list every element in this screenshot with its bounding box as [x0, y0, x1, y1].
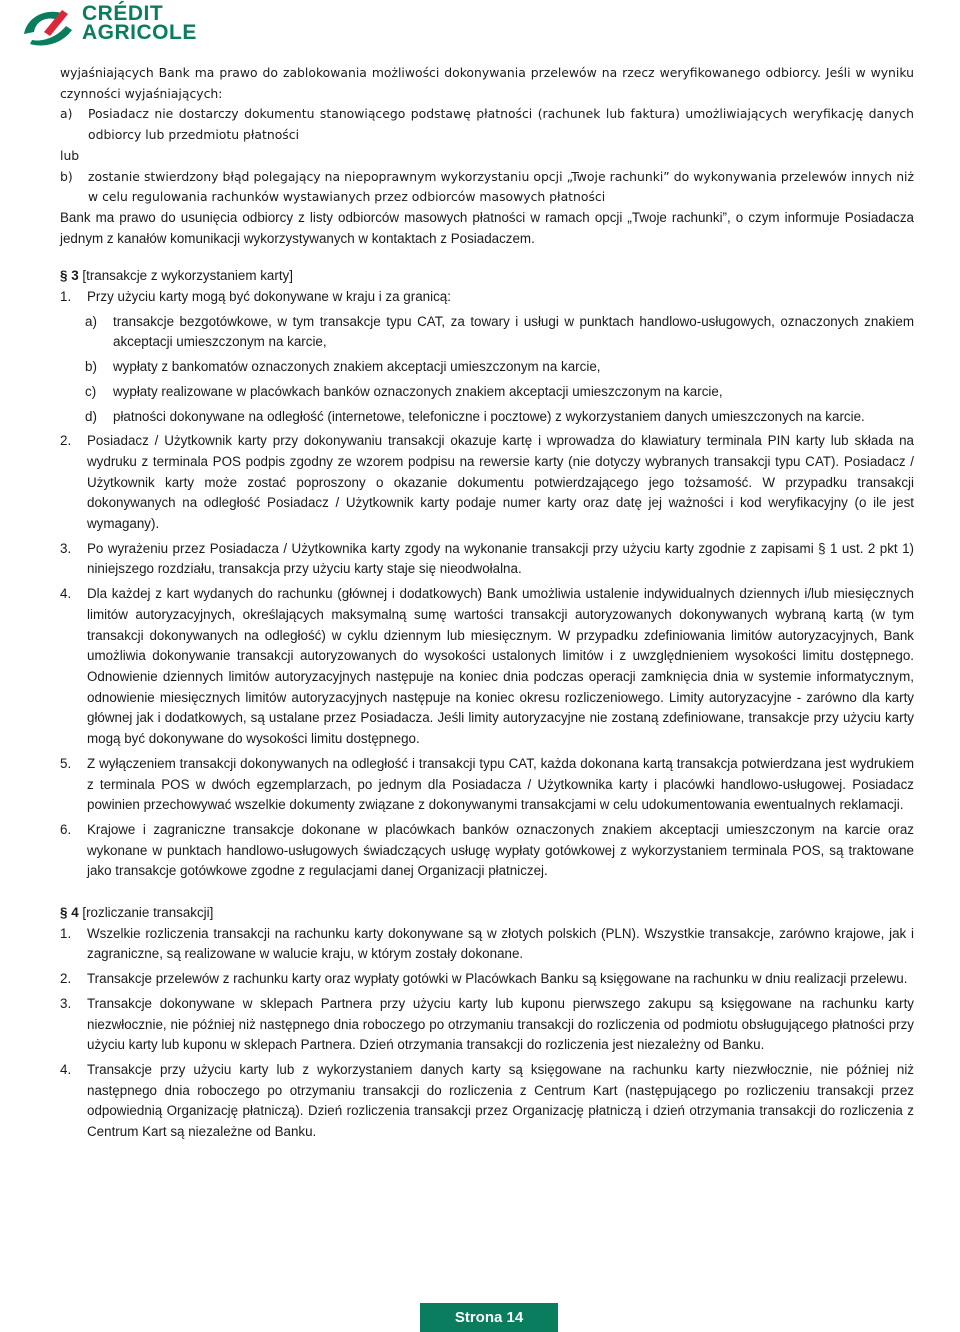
section-title: [transakcje z wykorzystaniem karty]	[82, 268, 293, 284]
bank-logo	[18, 4, 197, 48]
subitem-text: wypłaty realizowane w placówkach banków oznaczonych znakiem akceptacji umieszczonym na karcie,	[113, 383, 723, 399]
item-text: Dla każdej z kart wydanych do rachunku (głównej i dodatkowych) Bank umożliwia ustalenie indywidualnych dziennych i/lub miesięcznych limitów autoryzacyjnych, określających maksymalną sumę wartości transakcji autoryzowanych dokonywanych wybraną kartą (w tym transakcji dokonywanych na odległość) w cyklu dziennym lub miesięcznym. W przypadku zdefiniowania limitów autoryzacyjnych, Bank umożliwia dokonywanie transakcji autoryzowanych do wysokości ustalonych limitów i z uwzględnieniem wysokości limitu dostępnego. Odnowienie dziennych limitów autoryzacyjnych następuje na koniec dnia podczas operacji zamknięcia dnia w systemie informatycznym, odnowienie miesięcznych limitów autoryzacyjnych następuje na koniec okresu rozliczeniowego. Limity autoryzacyjne - zarówno dla karty głównej jak i dodatkowych, są ustalane przez Posiadacza. Jeśli limity autoryzacyjne nie zostaną zdefiniowane, transakcje przy użyciu karty mogą być dokonywane do wysokości limitu dostępnego.	[87, 586, 914, 747]
item-label: a)	[60, 106, 73, 122]
brand-name	[82, 4, 197, 42]
item-text: Wszelkie rozliczenia transakcji na rachunku karty dokonywane są w złotych polskich (PLN). Wszystkie transakcje, zarówno krajowe, jak i zagraniczne, są realizowane w walucie kraju, w którym zostały dokonane.	[87, 925, 914, 962]
brand-line-1: CRÉDIT	[82, 2, 164, 25]
section-3-subitem-c	[60, 382, 914, 403]
item-text: Po wyrażeniu przez Posiadacza / Użytkownika karty zgody na wykonanie transakcji przy użyciu karty zgodnie z zapisami § 1 ust. 2 pkt 1) niniejszego rozdziału, transakcja przy użyciu karty staje się nieodwołalna.	[87, 540, 914, 577]
item-number: 1.	[60, 289, 72, 305]
item-text: Posiadacz / Użytkownik karty przy dokonywaniu transakcji okazuje kartę i wprowadza do klawiatury terminala PIN karty lub składa na wydruku z terminala POS podpis zgodny ze wzorem podpisu na rewersie karty (nie dotyczy wybranych transakcji typu CAT). Posiadacz / Użytkownik karty może zostać poproszony o okazanie dokumentu potwierdzającego jego tożsamość. W przypadku transakcji dokonywanych na odległość Posiadacz / Użytkownik karty podaje numer karty oraz datę jej ważności i kod weryfikacyjny (o ile jest wymagany).	[87, 433, 914, 532]
section-3-item-2	[60, 431, 914, 535]
item-number: 3.	[60, 540, 72, 556]
section-title: [rozliczanie transakcji]	[82, 905, 214, 921]
subitem-text: transakcje bezgotówkowe, w tym transakcje typu CAT, za towary i usługi w punktach handlowo-usługowych, oznaczonych znakiem akceptacji umieszczonym na karcie,	[113, 313, 914, 350]
item-number: 5.	[60, 755, 72, 771]
item-text: Przy użyciu karty mogą być dokonywane w kraju i za granicą:	[87, 289, 451, 305]
subitem-text: wypłaty z bankomatów oznaczonych znakiem akceptacji umieszczonym na karcie,	[113, 359, 601, 375]
item-number: 6.	[60, 821, 72, 837]
item-number: 1.	[60, 925, 72, 941]
section-symbol: §	[60, 268, 68, 284]
intro-item-b	[60, 167, 914, 208]
section-3-item-5	[60, 754, 914, 816]
intro-paragraph: wyjaśniających Bank ma prawo do zablokowania możliwości dokonywania przelewów na rzecz weryfikowanego odbiorcy. Jeśli w wyniku czynności wyjaśniających:	[60, 65, 914, 101]
item-label: b)	[60, 168, 73, 184]
subitem-label: c)	[85, 383, 97, 399]
intro-conclusion: Bank ma prawo do usunięcia odbiorcy z listy odbiorców masowych płatności w ramach opcji „Twoje rachunki”, o czym informuje Posiadacza jednym z kanałów komunikacji wykorzystywanych w kontaktach z Posiadaczem.	[60, 209, 914, 246]
section-3-subitem-d	[60, 407, 914, 428]
document-body	[60, 63, 914, 1143]
section-4-item-1	[60, 924, 914, 965]
item-text: Transakcje przelewów z rachunku karty oraz wypłaty gotówki w Placówkach Banku są księgowane na rachunku w dniu realizacji przelewu.	[87, 971, 908, 987]
credit-agricole-logo-icon	[18, 4, 78, 48]
section-number: 3	[71, 268, 79, 284]
item-text: Transakcje dokonywane w sklepach Partnera przy użyciu karty lub kuponu pierwszego zakupu są księgowane na rachunku karty niezwłocznie, nie później niż następnego dnia roboczego po otrzymaniu transakcji do rozliczenia od podmiotu obsługującego płatności przy użyciu karty lub kuponu w sklepach Partnera. Dzień otrzymania transakcji do rozliczenia jest niezależny od Banku.	[87, 995, 914, 1053]
item-text: Z wyłączeniem transakcji dokonywanych na odległość i transakcji typu CAT, każda dokonana kartą transakcja potwierdzana jest wydrukiem z terminala POS w dwóch egzemplarzach, po jednym dla Posiadacza / Użytkownika karty i placówki handlowo-usługowej. Posiadacz powinien przechowywać wszelkie dokumenty związane z dokonywanymi transakcjami w celu udokumentowania ewentualnych reklamacji.	[87, 755, 914, 813]
item-number: 2.	[60, 433, 72, 449]
section-4-item-4	[60, 1060, 914, 1143]
section-4-item-3	[60, 994, 914, 1056]
section-3-item-4	[60, 584, 914, 750]
section-4-item-2	[60, 969, 914, 990]
section-3-subitem-b	[60, 357, 914, 378]
item-text: Krajowe i zagraniczne transakcje dokonane w placówkach banków oznaczonych znakiem akceptacji umieszczonym na karcie oraz wykonane w punktach handlowo-usługowych świadczących usługę wypłaty gotówkowej z wykorzystaniem terminala POS, są traktowane jako transakcje gotówkowe zgodne z regulacjami danej Organizacji płatniczej.	[87, 821, 914, 879]
page-number-badge: Strona 14	[420, 1303, 558, 1332]
intro-lub: lub	[60, 147, 80, 163]
item-text: Transakcje przy użyciu karty lub z wykorzystaniem danych karty są księgowane na rachunku karty niezwłocznie, nie później niż następnego dnia roboczego po otrzymaniu transakcji do rozliczenia z Centrum Kart (następującego po rozliczeniu transakcji przez odpowiednią Organizację płatniczą). Dzień rozliczenia transakcji przez Organizację płatniczą i dzień otrzymania transakcji do rozliczenia z Centrum Kart są niezależne od Banku.	[87, 1061, 914, 1140]
item-number: 2.	[60, 971, 72, 987]
item-text: Posiadacz nie dostarczy dokumentu stanowiącego podstawę płatności (rachunek lub faktura) umożliwiających weryfikację danych odbiorcy lub przedmiotu płatności	[88, 106, 914, 143]
subitem-label: b)	[85, 359, 97, 375]
item-number: 3.	[60, 995, 72, 1011]
section-symbol: §	[60, 905, 68, 921]
brand-line-2: AGRICOLE	[82, 21, 197, 44]
subitem-label: d)	[85, 408, 97, 424]
section-number: 4	[71, 905, 79, 921]
intro-item-a	[60, 104, 914, 145]
section-4-heading	[60, 903, 914, 924]
item-number: 4.	[60, 586, 72, 602]
subitem-text: płatności dokonywane na odległość (internetowe, telefoniczne i pocztowe) z wykorzystaniem danych umieszczonych na karcie.	[113, 408, 865, 424]
section-3-item-1	[60, 287, 914, 308]
section-3-heading	[60, 266, 914, 287]
item-text: zostanie stwierdzony błąd polegający na niepoprawnym wykorzystaniu opcji „Twoje rachunki” do wykonywania przelewów innych niż w celu regulowania rachunków wystawianych przez odbiorców masowych płatności	[88, 168, 914, 205]
section-3-item-3	[60, 539, 914, 580]
section-3-item-6	[60, 820, 914, 882]
item-number: 4.	[60, 1061, 72, 1077]
section-3-subitem-a	[60, 312, 914, 353]
subitem-label: a)	[85, 313, 97, 329]
